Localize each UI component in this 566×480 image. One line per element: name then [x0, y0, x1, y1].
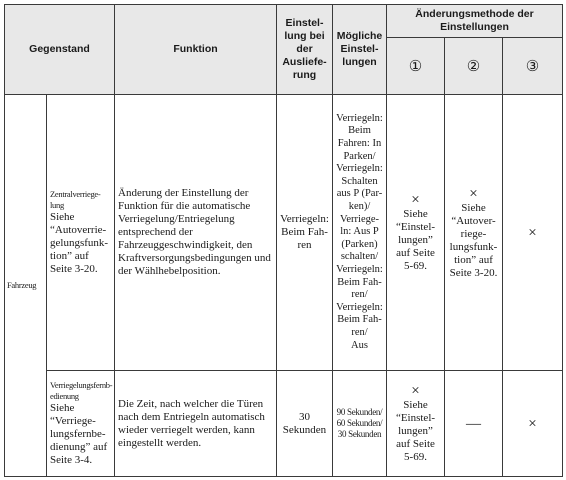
header-aenderungsmethode: Änderungsmethode der Einstellungen	[387, 5, 563, 38]
method-1-reference: Siehe “Einstel- lungen” auf Seite 5-69.	[395, 399, 436, 463]
method-2-cell	[445, 95, 503, 371]
item-name: Verriegelungsfernb- edienung	[50, 380, 113, 401]
method-2-reference: Siehe “Autover- riege- lungsfunk- tion” auf Seite 3-20.	[449, 201, 498, 279]
default-setting-cell: 30 Sekunden	[277, 371, 333, 477]
header-method-2: ②	[445, 38, 503, 95]
header-method-1: ①	[387, 38, 445, 95]
cross-mark-icon: ×	[528, 224, 537, 241]
dash-mark-icon: —	[466, 415, 481, 432]
header-funktion: Funktion	[115, 5, 277, 95]
cross-mark-icon: ×	[411, 383, 420, 399]
header-moegliche-einstellungen: Mögliche Einstel- lungen	[333, 5, 387, 95]
function-cell: Änderung der Einstellung der Funktion für die automatische Verriegelung/Entriegelung entsprechend der Fahrzeuggeschwindigkeit, den Kraftversorgungsbedingungen und der Wählhebelposition.	[115, 95, 277, 371]
table-row	[5, 371, 563, 477]
item-name: Zentralverriege- lung	[50, 189, 101, 210]
header-gegenstand: Gegenstand	[5, 5, 115, 95]
possible-settings-cell: Verriegeln: Beim Fahren: In Parken/ Verriegeln: Schalten aus P (Par- ken)/ Verriege- ln: Aus P (Parken) schalten/ Verriegeln: Beim Fah- ren/ Verriegeln: Beim Fah- ren/ Aus	[333, 95, 387, 371]
item-reference: Siehe “Autoverrie- gelungsfunk- tion” auf Seite 3-20.	[50, 211, 109, 275]
method-1-cell	[387, 95, 445, 371]
header-method-3: ③	[503, 38, 563, 95]
item-reference: Siehe “Verriege- lungsfernbe- dienung” auf Seite 3-4.	[50, 402, 108, 466]
settings-table	[4, 4, 563, 477]
cross-mark-icon: ×	[469, 185, 478, 202]
item-cell	[47, 95, 115, 371]
table-row	[5, 95, 563, 371]
cross-mark-icon: ×	[528, 415, 537, 432]
function-cell: Die Zeit, nach welcher die Türen nach dem Entriegeln automatisch wieder verriegelt werden, kann eingestellt werden.	[115, 371, 277, 477]
default-setting-cell: Verriegeln: Beim Fah- ren	[277, 95, 333, 371]
settings-table-wrapper	[4, 4, 562, 476]
method-1-cell	[387, 371, 445, 477]
cross-mark-icon: ×	[411, 192, 420, 208]
item-cell	[47, 371, 115, 477]
header-einstellung-auslieferung: Einstel- lung bei der Ausliefe- rung	[277, 5, 333, 95]
method-3-cell	[503, 371, 563, 477]
method-3-cell	[503, 95, 563, 371]
category-cell: Fahrzeug	[5, 95, 47, 477]
method-1-reference: Siehe “Einstel- lungen” auf Seite 5-69.	[395, 208, 436, 272]
method-2-cell	[445, 371, 503, 477]
possible-settings-cell: 90 Sekunden/ 60 Sekunden/ 30 Sekunden	[333, 371, 387, 477]
